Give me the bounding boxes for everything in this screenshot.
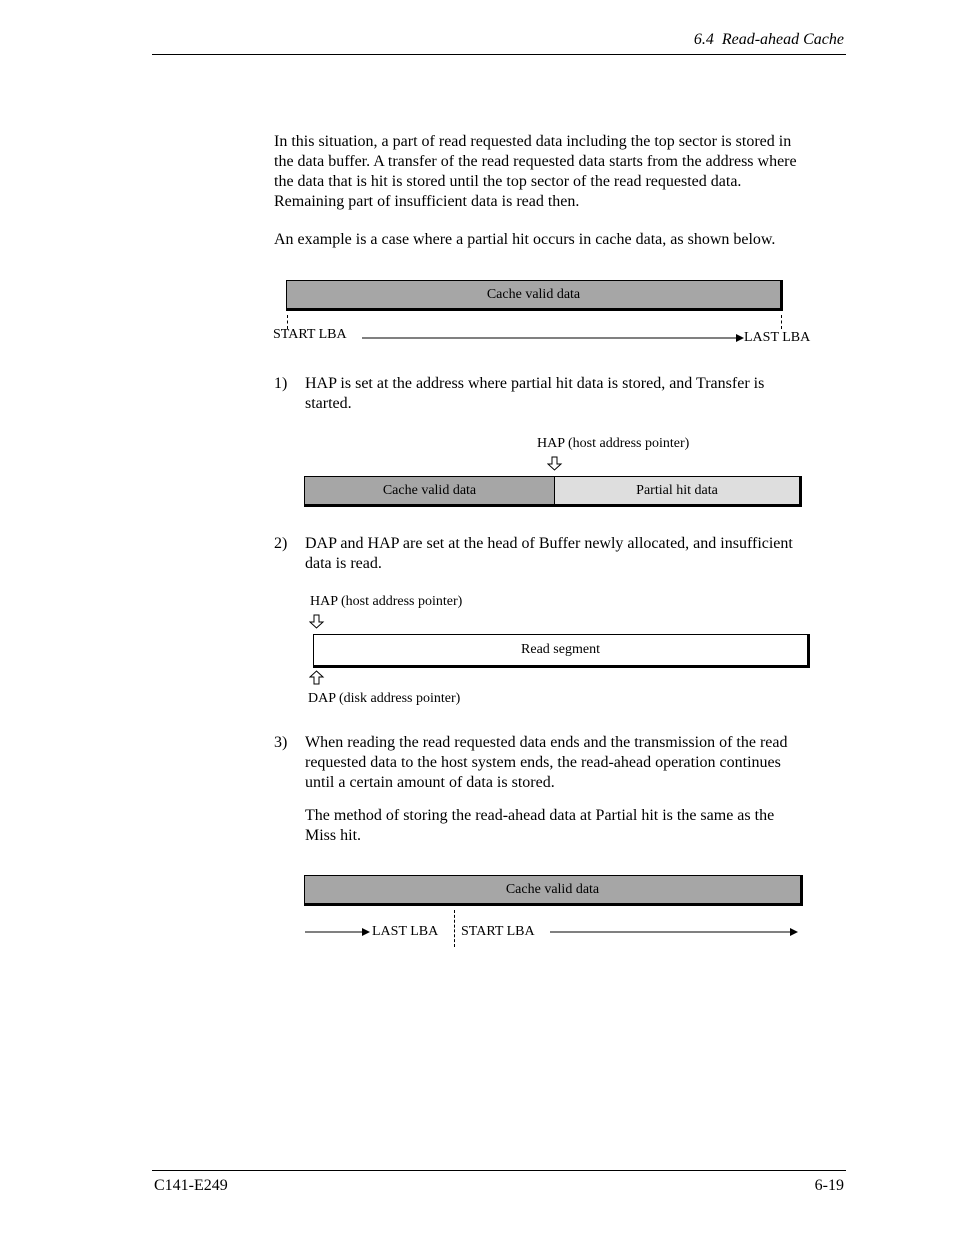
step-line: HAP is set at the address where partial hit data is stored, and Transfer is	[305, 375, 765, 392]
header-rule	[152, 54, 846, 55]
last-lba-label: LAST LBA	[744, 330, 811, 345]
example-sentence: An example is a case where a partial hit occurs in cache data, as shown below.	[274, 231, 776, 248]
last-lba-label: LAST LBA	[372, 924, 439, 939]
right-arrow-icon	[304, 926, 370, 938]
hap-label: HAP (host address pointer)	[310, 594, 463, 609]
section-title: Read-ahead Cache	[721, 31, 844, 48]
start-lba-label: START LBA	[461, 924, 535, 939]
step-text	[305, 374, 845, 414]
step-line: requested data to the host system ends, the read-ahead operation continues	[305, 754, 781, 771]
intro-paragraph	[274, 132, 844, 212]
intro-line: In this situation, a part of read requested data including the top sector is stored in	[274, 133, 792, 150]
segment-label: Cache valid data	[382, 482, 477, 498]
running-header	[694, 31, 844, 49]
bar-label: Read segment	[521, 642, 600, 657]
intro-line: the data buffer. A transfer of the read requested data starts from the address where	[274, 153, 797, 170]
partial-hit-data-segment	[554, 476, 802, 507]
footer-rule	[152, 1170, 846, 1171]
end-dashed-marker	[781, 315, 782, 329]
note-line: Miss hit.	[305, 827, 362, 844]
cache-valid-data-segment	[304, 476, 555, 507]
bar-label: Cache valid data	[505, 881, 600, 897]
cache-valid-data-bar	[304, 875, 803, 906]
step-line: When reading the read requested data ends and the transmission of the read	[305, 734, 788, 751]
boundary-dashed-marker	[454, 910, 455, 947]
step-line: DAP and HAP are set at the head of Buffer newly allocated, and insufficient	[305, 535, 793, 552]
step-number: 2)	[274, 535, 288, 552]
hap-label: HAP (host address pointer)	[537, 436, 690, 451]
page-number: 6-19	[814, 1177, 844, 1194]
step-line: data is read.	[305, 555, 382, 572]
dap-label: DAP (disk address pointer)	[308, 691, 461, 706]
step-line: until a certain amount of data is stored.	[305, 774, 555, 791]
cache-valid-data-bar	[286, 280, 783, 311]
document-id: C141-E249	[154, 1177, 228, 1194]
step-number: 1)	[274, 375, 288, 392]
step-line: started.	[305, 395, 352, 412]
bar-label: Cache valid data	[486, 286, 581, 302]
right-arrow-icon	[360, 332, 745, 344]
intro-line: the data that is hit is stored until the top sector of the read requested data.	[274, 173, 742, 190]
note-line: The method of storing the read-ahead data at Partial hit is the same as the	[305, 807, 775, 824]
start-lba-label: START LBA	[273, 327, 347, 342]
note-text	[305, 806, 845, 846]
intro-line: Remaining part of insufficient data is read then.	[274, 193, 580, 210]
segment-label: Partial hit data	[636, 482, 718, 498]
right-arrow-icon	[548, 926, 798, 938]
step-text	[305, 733, 845, 793]
step-text	[305, 534, 845, 574]
hollow-up-arrow-icon	[309, 670, 325, 686]
read-segment-bar	[313, 634, 810, 668]
hollow-down-arrow-icon	[309, 614, 325, 630]
hollow-down-arrow-icon	[547, 456, 563, 472]
section-number: 6.4	[693, 31, 714, 48]
step-number: 3)	[274, 734, 288, 751]
